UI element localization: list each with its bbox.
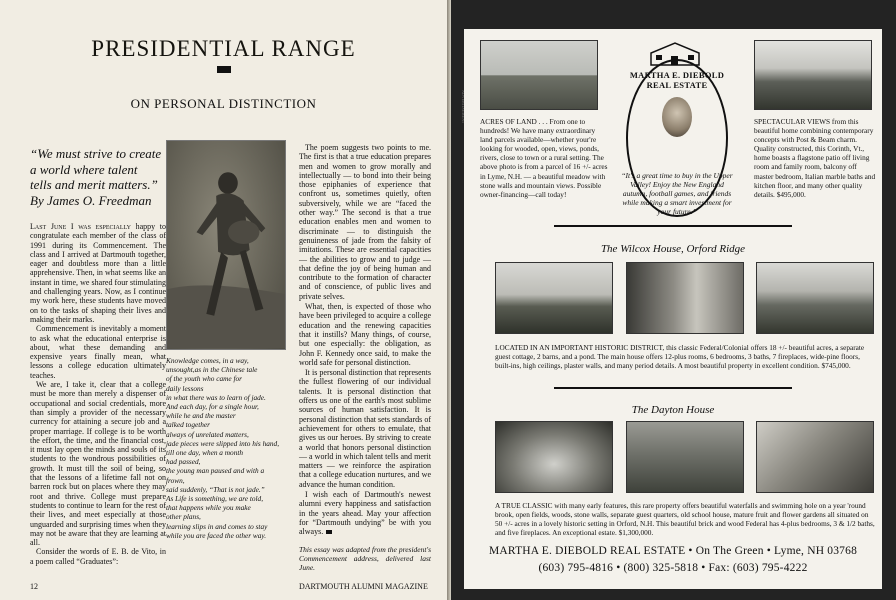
paragraph: It is personal distinction that represents the fullest flowering of our individual talents. It is personal distinction that offers us one of the earth's most sublime sources of human satisfaction. It is personal distinction that sets standards of achievement for others to emulate, that gives us our heroes. By striving to create a world that honors personal distinction — a world in which talent tells and merit matters — we reinforce the aspiration that a college education nurtures, and we advance the human condition. [299,368,431,489]
paragraph: We are, I take it, clear that a college must be more than merely a dispenser of occupational and social credentials, more than simply a provider of the necessary currency for attaining a secure job and a proper marriage. If college is to be worth the effort, the time, and the financial cost, it must lay open the minds and souls of its students to the wondrous possibilities of growth. It must till the soil of being, so that the lessons of a lifetime fall not on barren rock but on places where they may root and thrive. College must prepare students to continue to learn for the rest of their lives, and meet especially at those unguarded and surprising times when they may not be aware that they are learning at all. [30,380,166,548]
paragraph: The poem suggests two points to me. The first is that a true education prepares men and women to grow morally and intellectually — to bond into their being those epiphanies of experience that confront us, sometimes quietly, often subversively, while we are “faced the other way.” The second is that a true education enables men and women to discriminate — to distinguish the genuineness of jade from the falsity of imitations. These are essential capacities — the abilities to grow and to judge — that define the joy of being human and contribute to the formation of character and of conscience, of public lives and private selves. [299,143,431,301]
section-divider [554,225,792,227]
poem-line: of the youth who came for [166,374,242,384]
poem-line: learning slips in and comes to stay [166,521,268,531]
wilcox-exterior-photo [495,262,613,334]
poem-line: while he and the master [166,411,236,421]
sower-figure-icon [167,141,285,349]
title-bar-ornament [217,66,231,73]
contemporary-home-photo [754,40,872,110]
acres-ad-text: ACRES OF LAND . . . From one to hundreds! We have many extraordinary land parcels available—whether your're looking for wooded, open, views, ponds, rivers, close to town or a rural setting. The above photo is from a parcel of 16 +/- acres in Lyme, N.H. — a beautiful meadow with stone walls and mountain views. Possible owner-financing—call today! [480,117,608,199]
article-column-3 [299,143,431,572]
byline: By James O. Freedman [30,192,152,208]
agency-logo-name: MARTHA E. DIEBOLD REAL ESTATE [629,70,725,90]
wilcox-house-title: The Wilcox House, Orford Ridge [600,243,746,255]
wilcox-interior-photo [626,262,744,334]
poem-line: Knowledge comes, in a way, [166,356,249,365]
poem-line: talked together [166,420,210,430]
agent-portrait [662,97,692,137]
wilcox-ad-text: LOCATED IN AN IMPORTANT HISTORIC DISTRICT, this classic Federal/Colonial offers 18 +/- beautiful acres, a separate guest cottage, 2 barns, and a pond. The main house offers 12-plus rooms, 6 bedrooms, 3 baths, 7 fireplaces, wide-pine floors, built-ins, high ceilings, plaster walls, and many period details. A most beautiful property in excellent condition. $745,000. [495,343,865,371]
sower-illustration [166,140,286,350]
poem-line: said suddenly, “That is not jade.” [166,484,265,494]
poem-line: And each day, for a single hour, [166,402,259,412]
poem-line: daily lessons [166,383,204,393]
magazine-name: DARTMOUTH ALUMNI MAGAZINE [299,582,428,591]
agency-footer-phones: (603) 795-4816 • (800) 325-5818 • Fax: (603) 795-4222 [538,562,808,574]
agent-quote: “It's a great time to buy in the Upper Valley! Enjoy the New England autumn, football games, and friends while making a smart investment for your future.” [621,171,733,216]
dayton-waterfall-photo [495,421,613,493]
article-column-1 [30,222,166,566]
poem-line: while you are faced the other way. [166,530,267,540]
poem-line: had passed, [166,457,201,467]
section-divider [554,387,792,389]
paragraph-last [299,490,431,536]
dayton-house-title: The Dayton House [631,404,715,416]
poem-line: that happens while you make [166,503,251,513]
poem-line: As Life is something, we are told, [166,494,264,504]
paragraph: Commencement is inevitably a moment to ask what the educational enterprise is about, what these demanding and expensive years finally mean, what lessons a college education ultimately teaches. [30,324,166,380]
poem-line: unsought,as in the Chinese tale [166,365,258,375]
paragraph: Consider the words of E. B. de Vito, in a poem called “Graduates”: [30,547,166,566]
end-mark-icon [326,530,332,534]
ad-panel [464,29,882,589]
poem-line: in what there was to learn of jade. [166,392,266,402]
paragraph-text: I wish each of Dartmouth's newest alumni every happiness and satisfaction in the years ahead. May your affection for “Dartmouth undying” be with you always. [299,489,431,537]
article-title: PRESIDENTIAL RANGE [91,36,356,61]
editor-note: This essay was adapted from the president's Commencement address, delivered last June. [299,545,431,573]
poem-line: frown, [166,475,185,485]
views-ad-text: SPECTACULAR VIEWS from this beautiful home combining contemporary concepts with Post & Beam charm. Quality constructed, this Corinth, Vt., home boasts a flagstone patio off living room and family room, balcony off master bedroom, Italian marble baths and kitchen floor, and many other quality details. $495,000. [754,117,876,199]
paragraph: happy to congratulate each member of the class of 1991 during its Commencement. The class and I arrived at Dartmouth together, eager and doubtless more than a little apprehensive. Then, in what seems like an instant in time, we shared four stimulating and challenging years. Now, as I continue my work here, these students have moved on to the tasks of shaping their lives and making their marks. [30,222,167,324]
pull-quote-block [30,146,162,208]
poem-line: jade pieces were slipped into his hand, [166,438,280,448]
dayton-ad-text: A TRUE CLASSIC with many early features, this rare property offers beautiful waterfalls and swimming hole on a year 'round brook, open fields, woods, stone walls, separate guest quarters, old school house, mature fruit and flower gardens all situated on 50 +/- acres in a lovely historic setting in Orford, N.H. This beautiful brick and wood Federal has 4-plus bedrooms, 3 & 1/2 baths, and five fireplaces. An exceptional estate. $1,300,000. [495,501,875,538]
poem-line: till one day, when a month [166,448,244,458]
pull-quote: “We must strive to create a world where talent tells and merit matters.” [30,146,162,192]
wilcox-grounds-photo [756,262,874,334]
article-subtitle: ON PERSONAL DISTINCTION [130,96,317,111]
dayton-exterior-photo [626,421,744,493]
paragraph: What, then, is expected of those who have been privileged to acquire a college education and the renewing capacities that it instills? Many things, of course, but one especially: the obligation, as John F. Kennedy once said, to make the world safe for personal distinction. [299,302,431,367]
poem-line: the young man paused and with a [166,466,265,476]
dayton-interior-photo [756,421,874,493]
right-page-ad [451,0,896,600]
poem-line: other plans, [166,512,201,522]
lead-in: Last June I was especially [30,222,131,231]
left-page [0,0,447,600]
page-number: 12 [30,582,38,591]
meadow-photo [480,40,598,110]
agency-footer-address: MARTHA E. DIEBOLD REAL ESTATE • On The Green • Lyme, NH 03768 [488,545,858,557]
poem-line: always of unrelated matters, [166,429,249,439]
poem [166,356,291,540]
